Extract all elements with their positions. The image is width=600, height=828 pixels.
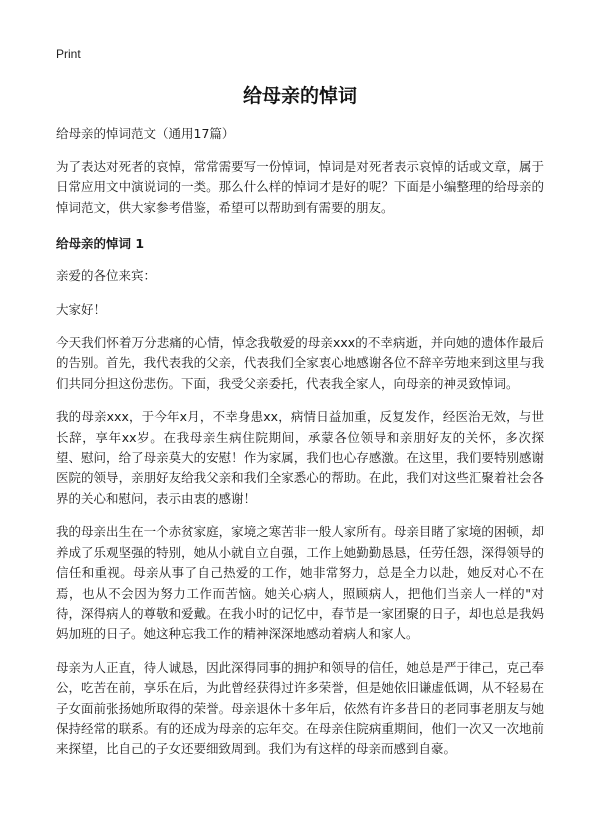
section-heading: 给母亲的悼词 1 [56, 236, 145, 252]
body-paragraph-4: 母亲为人正直，待人诚恳，因此深得同事的拥护和领导的信任，她总是严于律己，克己奉公，吃苦在前，享乐在后，为此曾经获得过许多荣誉，但是她依旧谦虚低调，从不轻易在子女面前张扬她所取得的荣誉。母亲退休十多年后，依然有许多昔日的老同事老朋友与她保持经常的联系。有的还成为母亲的忘年交。在母亲住院病重期间，他们一次又一次地前来探望，比自己的子女还要细致周到。我们为有这样的母亲而感到自豪。 [56, 659, 544, 757]
body-paragraph-3: 我的母亲出生在一个赤贫家庭，家境之寒苦非一般人家所有。母亲目睹了家境的困顿，却养成了乐观坚强的特别，她从小就自立自强，工作上她勤勤恳恳，任劳任怨，深得领导的信任和重视。母亲从事了自己热爱的工作，她非常努力，总是全力以赴，她反对心不在焉，也从不会因为努力工作而苦恼。她关心病人，照顾病人，把他们当亲人一样的"对待，深得病人的尊敬和爱戴。在我小时的记忆中，春节是一家团聚的日子，却也总是我妈妈加班的日子。她这种忘我工作的精神深深地感动着病人和家人。 [56, 524, 544, 642]
body-paragraph-2: 我的母亲xxx，于今年x月，不幸身患xx，病情日益加重，反复发作，经医治无效，与世长辞，享年xx岁。在我母亲生病住院期间，承蒙各位领导和亲朋好友的关怀，多次探望、慰问，给了母亲莫大的安慰！作为家属，我们也心存感激。在这里，我们要特别感谢医院的领导，亲朋好友给我父亲和我们全家悉心的帮助。在此，我们对这些汇聚着社会各界的关心和慰问，表示由衷的感谢！ [56, 409, 544, 506]
greeting-paragraph: 大家好！ [56, 301, 107, 317]
intro-paragraph: 为了表达对死者的哀悼，常常需要写一份悼词，悼词是对死者表示哀悼的话或文章，属于日常应用文中演说词的一类。那么什么样的悼词才是好的呢？下面是小编整理的给母亲的悼词范文，供大家参考借鉴，希望可以帮助到有需要的朋友。 [56, 159, 544, 215]
salutation-paragraph: 亲爱的各位来宾： [56, 268, 157, 284]
print-link[interactable]: Print [56, 47, 81, 61]
body-paragraph-1: 今天我们怀着万分悲痛的心情，悼念我敬爱的母亲xxx的不幸病逝，并向她的遗体作最后的告别。首先，我代表我的父亲，代表我们全家衷心地感谢各位不辞辛劳地来到这里与我们共同分担这份悲伤。下面，我受父亲委托，代表我全家人，向母亲的神灵致悼词。 [56, 335, 544, 391]
document-subtitle: 给母亲的悼词范文（通用17篇） [56, 126, 235, 141]
document-title: 给母亲的悼词 [242, 85, 357, 107]
